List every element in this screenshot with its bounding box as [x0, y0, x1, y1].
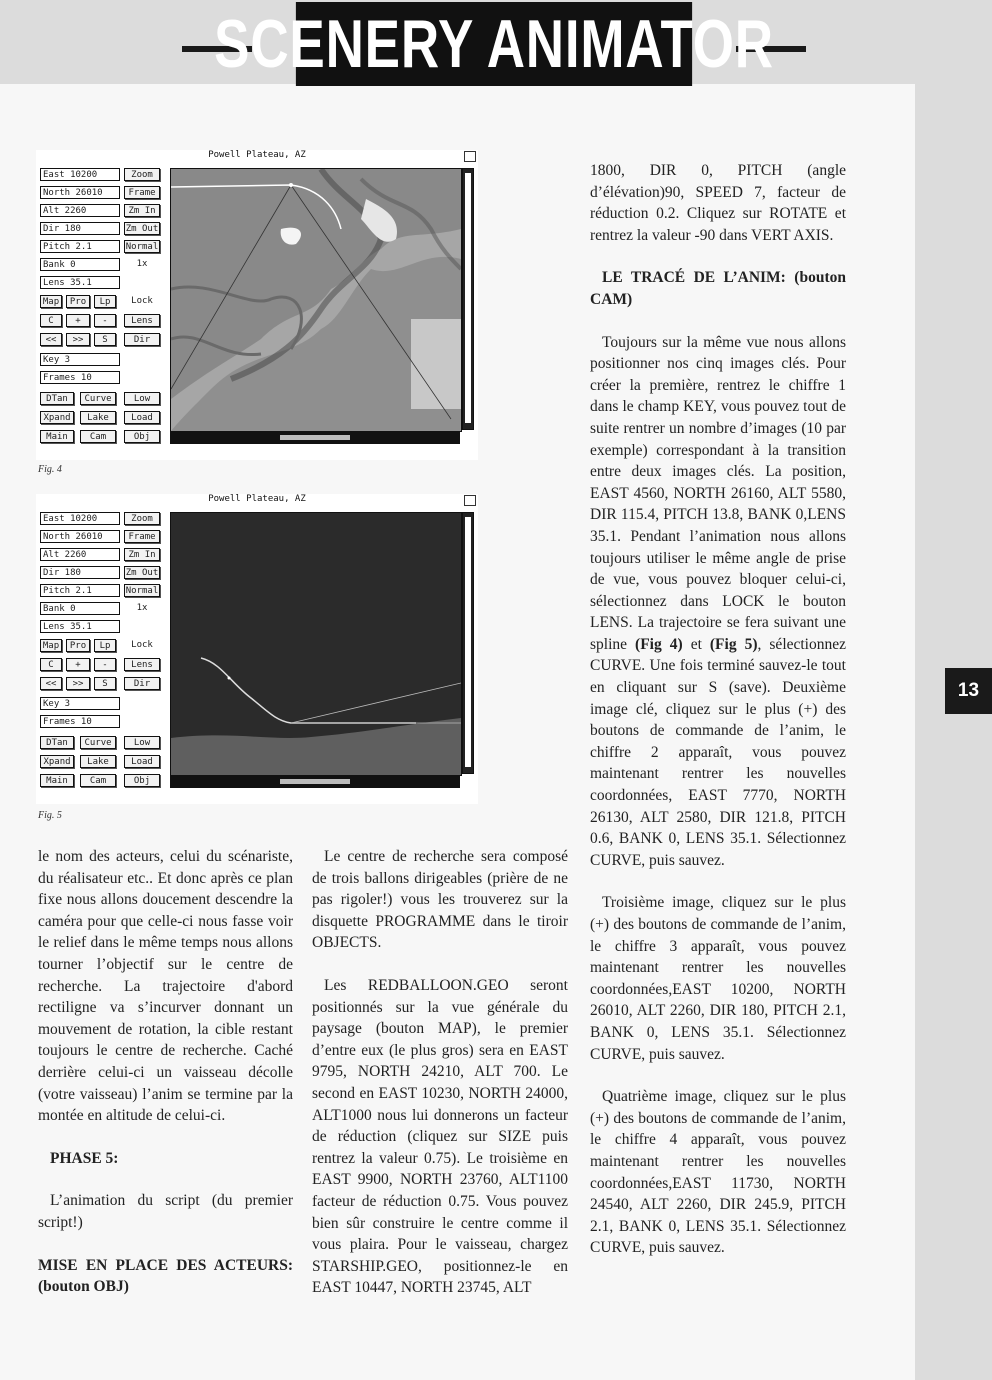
page-number: 13 [957, 680, 980, 701]
pro-button[interactable]: Pro [66, 639, 90, 652]
low-button[interactable]: Low [124, 392, 160, 405]
figure-5-caption: Fig. 5 [38, 810, 62, 821]
curve-button[interactable]: Curve [80, 392, 116, 405]
plus-button[interactable]: + [66, 658, 90, 671]
scrollbar-thumb[interactable] [280, 779, 350, 784]
horizontal-scrollbar[interactable] [170, 432, 460, 444]
paragraph-text: Toujours sur la même vue nous allons positionner nos cinq images clés. Pour créer la première, rentrez le chiffre 1 dans le champ KEY, vous pouvez tout de suite rentrer un nombre d’images (10 par exemple) correspondant à la transition entre deux images clés. La position, EAST 4560, NORTH 26160, ALT 5580, DIR 115.4, PITCH 13.8, BANK 0,LENS 35.1. Pendant l’animation nous allons toujours utiliser le même angle de prise de vue, vous pouvez bloquer celui-ci, sélectionnez dans LOCK le bouton LENS. La trajectoire se fera suivant une spline [590, 333, 846, 653]
scrollbar-thumb[interactable] [465, 173, 471, 423]
dtan-button[interactable]: DTan [40, 392, 74, 405]
east-field[interactable]: East 10200 [40, 512, 120, 525]
obj-button[interactable]: Obj [124, 774, 160, 787]
normal-button[interactable]: Normal [125, 586, 159, 596]
zoom-out-button[interactable]: Zm Out [125, 224, 159, 234]
dir-field[interactable]: Dir 180 [40, 222, 120, 235]
plus-button[interactable]: + [66, 314, 90, 327]
scrollbar-thumb[interactable] [280, 435, 350, 440]
section-heading: PHASE 5: [50, 1149, 119, 1167]
lock-dir-button[interactable]: Dir [124, 333, 160, 346]
lens-field[interactable]: Lens 35.1 [40, 620, 120, 633]
paragraph: Le centre de recherche sera composé de trois ballons dirigeables (prière de ne pas rigoler!) vous les trouverez sur la disquette PROGRAMME dans le tiroir OBJECTS. [312, 848, 568, 952]
camera-profile [171, 513, 461, 775]
frames-field[interactable]: Frames 10 [40, 371, 120, 384]
text-column-2 [312, 846, 568, 1320]
window-title: Powell Plateau, AZ [208, 494, 306, 504]
cam-button[interactable]: Cam [80, 774, 116, 787]
lens-field[interactable]: Lens 35.1 [40, 276, 120, 289]
window-title: Powell Plateau, AZ [208, 150, 306, 160]
xpand-button[interactable]: Xpand [40, 411, 74, 424]
figure-reference: (Fig 4) [635, 635, 683, 653]
pitch-field[interactable]: Pitch 2.1 [40, 240, 120, 253]
paragraph-text: , sélectionnez CURVE. Une fois terminé sauvez-le tout en cliquant sur S (save). Deuxième image clé, cliquez sur le plus (+) des boutons de commande de l’anim, le chiffre 2 apparaît, vous pouvez maintenant rentrer les nouvelles coordonnées, EAST 7770, NORTH 26130, ALT 2580, DIR 121.8, PITCH 0.6, BANK 0, LENS 35.1. Sélectionnez CURVE, puis sauvez. [590, 635, 847, 869]
paragraph: Troisième image, cliquez sur le plus (+) des boutons de commande de l’anim, le chiffre 3 apparaît, vous pouvez maintenant rentrer les nouvelles coordonnées,EAST 10200, NORTH 26010, ALT 2260, DIR 180, PITCH 2.1, BANK 0, LENS 35.1. Sélectionnez CURVE, puis sauvez. [590, 894, 846, 1063]
section-heading: MISE EN PLACE DES ACTEURS:(bouton OBJ) [38, 1256, 293, 1296]
lake-button[interactable]: Lake [80, 411, 116, 424]
save-key-button[interactable]: S [94, 677, 116, 690]
north-field[interactable]: North 26010 [40, 530, 120, 543]
zoom-button[interactable]: Zoom [124, 168, 160, 181]
save-key-button[interactable]: S [94, 333, 116, 346]
minus-button[interactable]: - [94, 658, 116, 671]
east-field[interactable]: East 10200 [40, 168, 120, 181]
paragraph: L’animation du script (du premier script!) [38, 1192, 293, 1231]
minus-button[interactable]: - [94, 314, 116, 327]
window-depth-gadget[interactable] [464, 495, 476, 506]
c-button[interactable]: C [40, 658, 62, 671]
map-button[interactable]: Map [40, 639, 62, 652]
text-column-1 [38, 846, 293, 1319]
scale-label: 1x [136, 259, 148, 269]
curve-button[interactable]: Curve [80, 736, 116, 749]
paragraph: le nom des acteurs, celui du scénariste, du réalisateur etc.. Et donc après ce plan fixe nous allons doucement descendre la caméra pour que celle-ci nous fasse voir le relief dans le même temps nous allons tourner l’objectif sur le centre de recherche. La trajectoire d'abord rectiligne va s’incurver donnant un mouvement de rotation, la cible restant toujours le centre de recherche. Caché derrière celui-ci un vaisseau décolle (votre vaisseau) l’anim se termine par la montée en altitude de celui-ci. [38, 848, 293, 1125]
alt-field[interactable]: Alt 2260 [40, 548, 120, 561]
profile-view[interactable] [170, 512, 462, 776]
north-field[interactable]: North 26010 [40, 186, 120, 199]
paragraph: Les REDBALLOON.GEO seront positionnés sur la vue générale du paysage (bouton MAP), le premier d’entre eux (le plus gros) sera en EAST 9795, NORTH 24210, ALT 700. Le second en EAST 10230, NORTH 24000, ALT1000 nous lui donnerons un facteur de réduction (cliquez sur SIZE puis rentrez la valeur 0.75). Le troisième en EAST 9900, NORTH 23760, ALT1100 facteur de réduction 0.75. Vous pouvez bien sûr construire le centre comme il vous plaira. Pour le vaisseau, chargez STARSHIP.GEO, positionnez-le en EAST 10447, NORTH 23745, ALT [312, 976, 568, 1297]
lock-lens-button[interactable]: Lens [124, 658, 160, 671]
paragraph [590, 332, 846, 872]
lock-label: Lock [131, 640, 153, 650]
xpand-button[interactable]: Xpand [40, 755, 74, 768]
next-key-button[interactable]: >> [66, 677, 90, 690]
paragraph-text: et [690, 635, 702, 653]
zoom-button[interactable]: Zoom [124, 512, 160, 525]
cam-button[interactable]: Cam [80, 430, 116, 443]
horizontal-scrollbar[interactable] [170, 776, 460, 788]
text-column-3 [590, 160, 846, 1280]
paragraph: 1800, DIR 0, PITCH (angle d’élévation)90, SPEED 7, facteur de réduction 0.2. Cliquez sur ROTATE et rentrez la valeur -90 dans VERT AXIS. [590, 162, 846, 244]
zoom-in-button[interactable]: Zm In [124, 548, 160, 561]
c-button[interactable]: C [40, 314, 62, 327]
page-header [214, 2, 774, 86]
bank-field[interactable]: Bank 0 [40, 258, 120, 271]
window-depth-gadget[interactable] [464, 151, 476, 162]
low-button[interactable]: Low [124, 736, 160, 749]
dir-field[interactable]: Dir 180 [40, 566, 120, 579]
vertical-scrollbar[interactable] [462, 168, 474, 430]
next-key-button[interactable]: >> [66, 333, 90, 346]
pitch-field[interactable]: Pitch 2.1 [40, 584, 120, 597]
map-button[interactable]: Map [40, 295, 62, 308]
scale-label: 1x [136, 603, 148, 613]
bank-field[interactable]: Bank 0 [40, 602, 120, 615]
normal-button[interactable]: Normal [125, 242, 159, 252]
section-heading: LE TRACÉ DE L’ANIM: (bouton CAM) [590, 269, 846, 308]
vertical-scrollbar[interactable] [462, 512, 474, 774]
figure-4-caption: Fig. 4 [38, 464, 62, 475]
key-field[interactable]: Key 3 [40, 697, 120, 710]
frame-button[interactable]: Frame [124, 530, 160, 543]
lp-button[interactable]: Lp [94, 639, 116, 652]
map-view[interactable] [170, 168, 462, 432]
key-field[interactable]: Key 3 [40, 353, 120, 366]
header-title: SCENERY ANIMATOR [214, 6, 774, 82]
page-number-tab [945, 668, 992, 714]
paragraph: Quatrième image, cliquez sur le plus (+) des boutons de commande de l’anim, le chiffre 4 apparaît, vous pouvez maintenant rentrer les nouvelles coordonnées,EAST 11730, NORTH 24540, ALT 2260, DIR 245.9, PITCH 2.1, BANK 0, LENS 35.1. Sélectionnez CURVE, puis sauvez. [590, 1088, 846, 1257]
lake-button[interactable]: Lake [80, 755, 116, 768]
lock-lens-button[interactable]: Lens [124, 314, 160, 327]
obj-button[interactable]: Obj [124, 430, 160, 443]
frames-field[interactable]: Frames 10 [40, 715, 120, 728]
frame-button[interactable]: Frame [124, 186, 160, 199]
scrollbar-thumb[interactable] [465, 517, 471, 767]
pro-button[interactable]: Pro [66, 295, 90, 308]
load-button[interactable]: Load [124, 411, 160, 424]
zoom-out-button[interactable]: Zm Out [125, 568, 159, 578]
figure-5-screenshot [36, 494, 478, 804]
prev-key-button[interactable]: << [40, 677, 62, 690]
alt-field[interactable]: Alt 2260 [40, 204, 120, 217]
main-button[interactable]: Main [40, 430, 74, 443]
lock-label: Lock [131, 296, 153, 306]
prev-key-button[interactable]: << [40, 333, 62, 346]
lp-button[interactable]: Lp [94, 295, 116, 308]
zoom-in-button[interactable]: Zm In [124, 204, 160, 217]
figure-reference: (Fig 5) [709, 635, 758, 653]
load-button[interactable]: Load [124, 755, 160, 768]
main-button[interactable]: Main [40, 774, 74, 787]
terrain-map [171, 169, 461, 431]
figure-4-screenshot [36, 150, 478, 460]
dtan-button[interactable]: DTan [40, 736, 74, 749]
lock-dir-button[interactable]: Dir [124, 677, 160, 690]
